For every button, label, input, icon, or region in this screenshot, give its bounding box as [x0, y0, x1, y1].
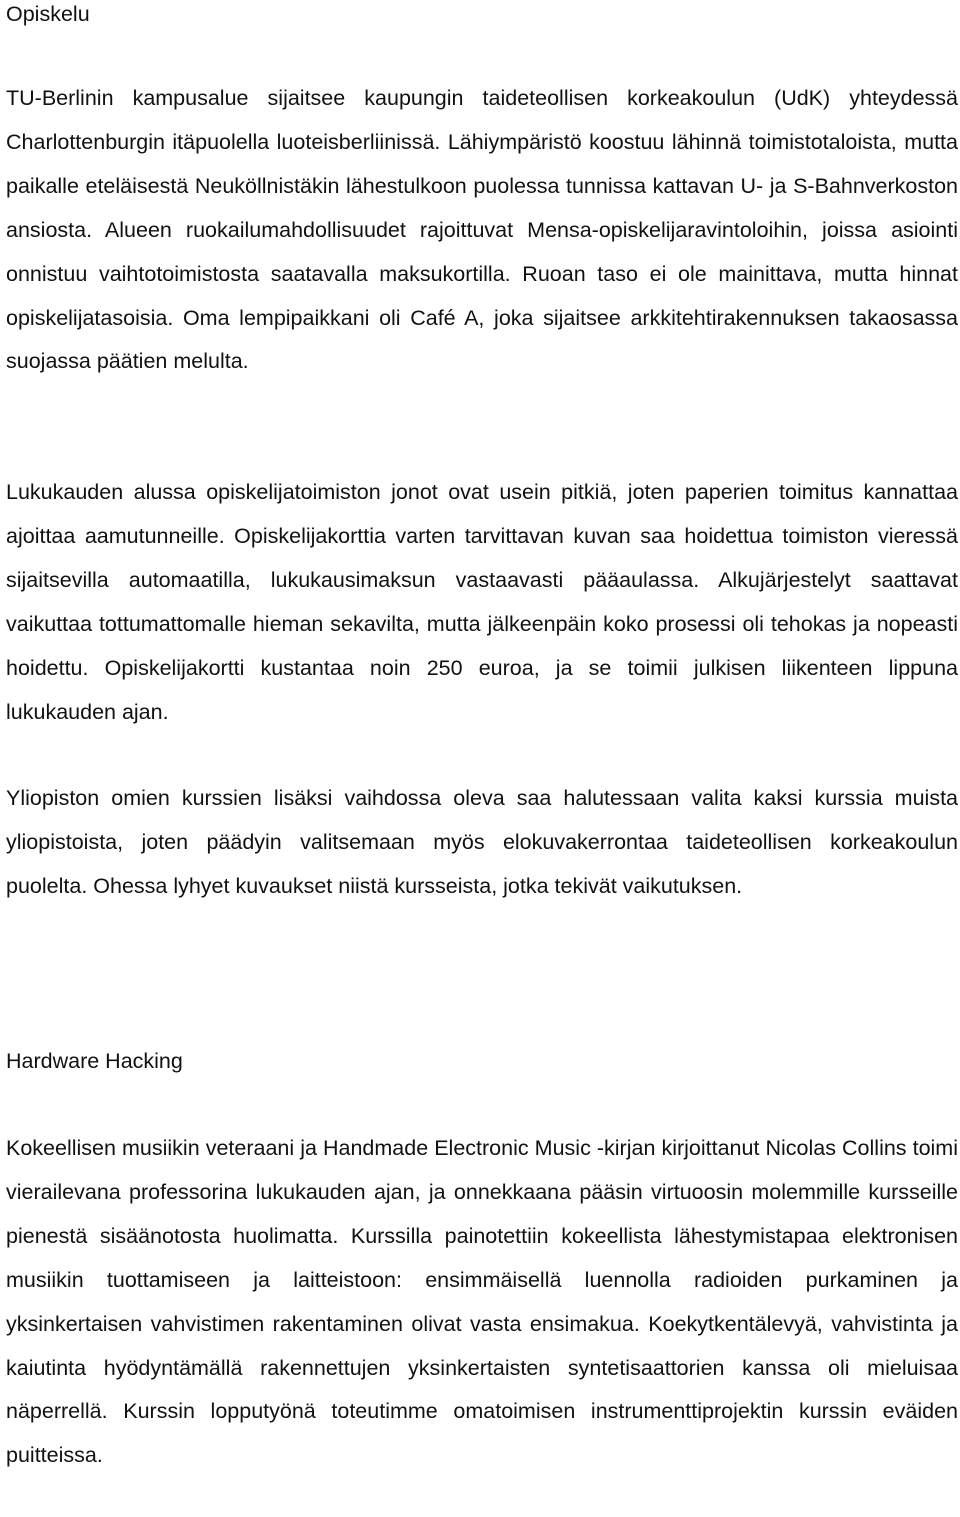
section-title: Opiskelu — [6, 2, 90, 26]
paragraph-hardware-hacking: Kokeellisen musiikin veteraani ja Handmade Electronic Music -kirjan kirjoittanut Nicolas Collins toimi vierailevana professorina lukukauden ajan, ja onnekkaana pääsin virtuoosin molemmille kursseille pienestä sisäänotosta huolimatta. Kurssilla painotettiin kokeellista lähestymistapaa elektronisen musiikin tuottamiseen ja laitteistoon: ensimmäisellä luennolla radioiden purkaminen ja yksinkertaisen vahvistimen rakentaminen olivat vasta ensimakua. Koekytkentälevyä, vahvistinta ja kaiutinta hyödyntämällä rakennettujen yksinkertaisten syntetisaattorien kanssa oli mieluisaa näperrellä. Kurssin lopputyönä toteutimme omatoimisen instrumenttiprojektin kurssin eväiden puitteissa. — [6, 1136, 958, 1468]
paragraph-campus: TU-Berlinin kampusalue sijaitsee kaupungin taideteollisen korkeakoulun (UdK) yhteydessä Charlottenburgin itäpuolella luoteisberliinissä. Lähiympäristö koostuu lähinnä toimistotaloista, mutta paikalle eteläisestä Neuköllnistäkin lähestulkoon puolessa tunnissa kattavan U- ja S-Bahnverkoston ansiosta. Alueen ruokailumahdollisuudet rajoittuvat Mensa-opiskelijaravintoloihin, joissa asiointi onnistuu vaihtotoimistosta saatavalla maksukortilla. Ruoan taso ei ole mainittava, mutta hinnat opiskelijatasoisia. Oma lempipaikkani oli Café A, joka sijaitsee arkkitehtirakennuksen takaosassa suojassa päätien melulta. — [6, 86, 958, 374]
paragraph-registration: Lukukauden alussa opiskelijatoimiston jonot ovat usein pitkiä, joten paperien toimitus kannattaa ajoittaa aamutunneille. Opiskelijakorttia varten tarvittavan kuvan saa hoidettua toimiston vieressä sijaitsevilla automaatilla, lukukausimaksun vastaavasti pääaulassa. Alkujärjestelyt saattavat vaikuttaa tottumattomalle hieman sekavilta, mutta jälkeenpäin koko prosessi oli tehokas ja nopeasti hoidettu. Opiskelijakortti kustantaa noin 250 euroa, ja se toimii julkisen liikenteen lippuna lukukauden ajan. — [6, 480, 958, 724]
course-title: Hardware Hacking — [6, 1049, 183, 1073]
paragraph-courses: Yliopiston omien kurssien lisäksi vaihdossa oleva saa halutessaan valita kaksi kurssia muista yliopistoista, joten päädyin valitsemaan myös elokuvakerrontaa taideteollisen korkeakoulun puolelta. Ohessa lyhyet kuvaukset niistä kursseista, jotka tekivät vaikutuksen. — [6, 786, 958, 898]
